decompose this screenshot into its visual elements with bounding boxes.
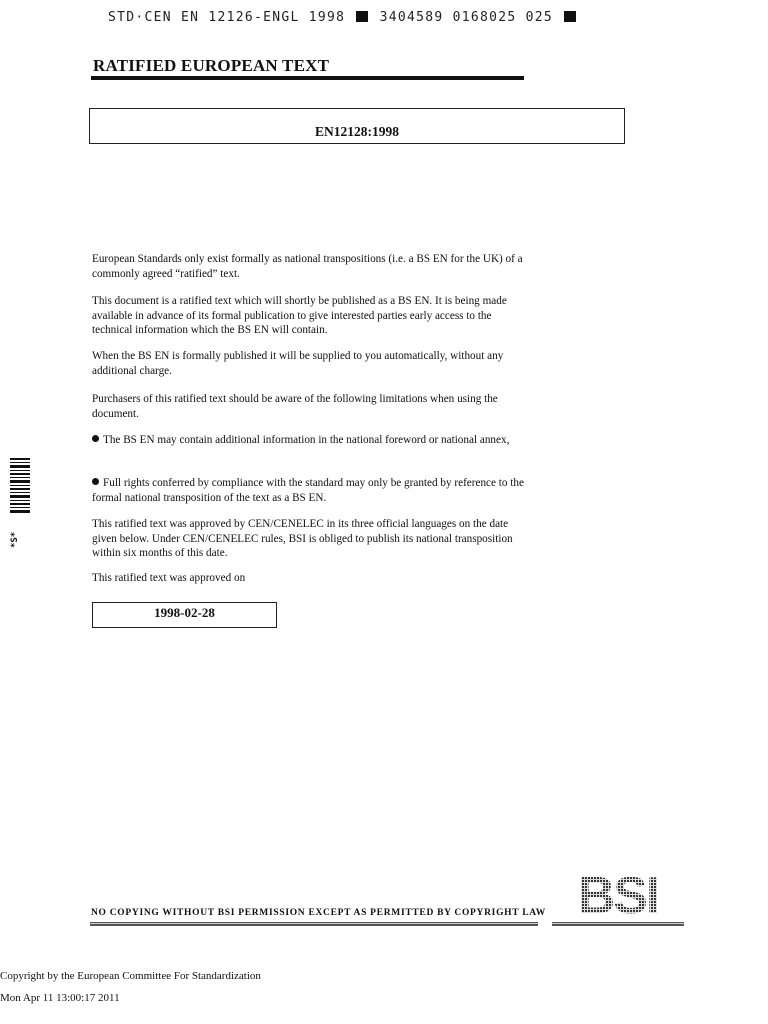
bullet-text: Full rights conferred by compliance with the standard may only be granted by reference to the formal national transposition of the text as a BS EN.: [92, 477, 524, 504]
paragraph-approval: This ratified text was approved by CEN/CENELEC in its three official languages on the date given below. Under CEN/CENELEC rules, BSI is obliged to publish its national transposition within six months of this date.: [92, 518, 513, 559]
title-underline: [91, 76, 524, 80]
paragraph-approved-on: This ratified text was approved on: [92, 572, 246, 584]
standard-number: EN12128:1998: [315, 124, 399, 139]
bullet-text: The BS EN may contain additional information in the national foreword or national annex,: [103, 434, 510, 446]
header-std-code: STD·CEN EN 12126-ENGL 1998: [108, 10, 346, 25]
footer-rule: [90, 922, 538, 926]
header-serial: 3404589 0168025 025: [379, 10, 553, 25]
bullet-icon: [92, 478, 99, 485]
paragraph-publication: When the BS EN is formally published it will be supplied to you automatically, without any additional charge.: [92, 350, 504, 377]
copyright-notice: NO COPYING WITHOUT BSI PERMISSION EXCEPT AS PERMITTED BY COPYRIGHT LAW: [91, 908, 546, 918]
paragraph-limitations: Purchasers of this ratified text should be aware of the following limitations when using the document.: [92, 393, 498, 420]
logo-rule: [552, 922, 684, 926]
print-timestamp: Mon Apr 11 13:00:17 2011: [0, 992, 120, 1004]
copyright-line: Copyright by the European Committee For Standardization: [0, 970, 261, 982]
header-stamp: [108, 10, 578, 25]
header-block-mark: [356, 11, 368, 22]
bullet-item: [92, 476, 532, 505]
barcode-icon: [10, 458, 30, 513]
header-block-mark: [564, 11, 576, 22]
bullet-icon: [92, 435, 99, 442]
paragraph-intro: European Standards only exist formally as national transpositions (i.e. a BS EN for the UK) of a commonly agreed “ratified” text.: [92, 253, 523, 280]
paragraph-ratified: This document is a ratified text which will shortly be published as a BS EN. It is being made available in advance of its formal publication to give interested parties early access to the technical information which the BS EN will contain.: [92, 295, 507, 336]
approval-date: 1998-02-28: [154, 605, 215, 620]
margin-code: *S*: [10, 531, 20, 549]
bullet-item: [92, 433, 532, 448]
page-title: RATIFIED EUROPEAN TEXT: [93, 56, 330, 75]
bsi-logo-icon: [552, 868, 684, 920]
bsi-logo-text: BSI: [577, 868, 659, 920]
